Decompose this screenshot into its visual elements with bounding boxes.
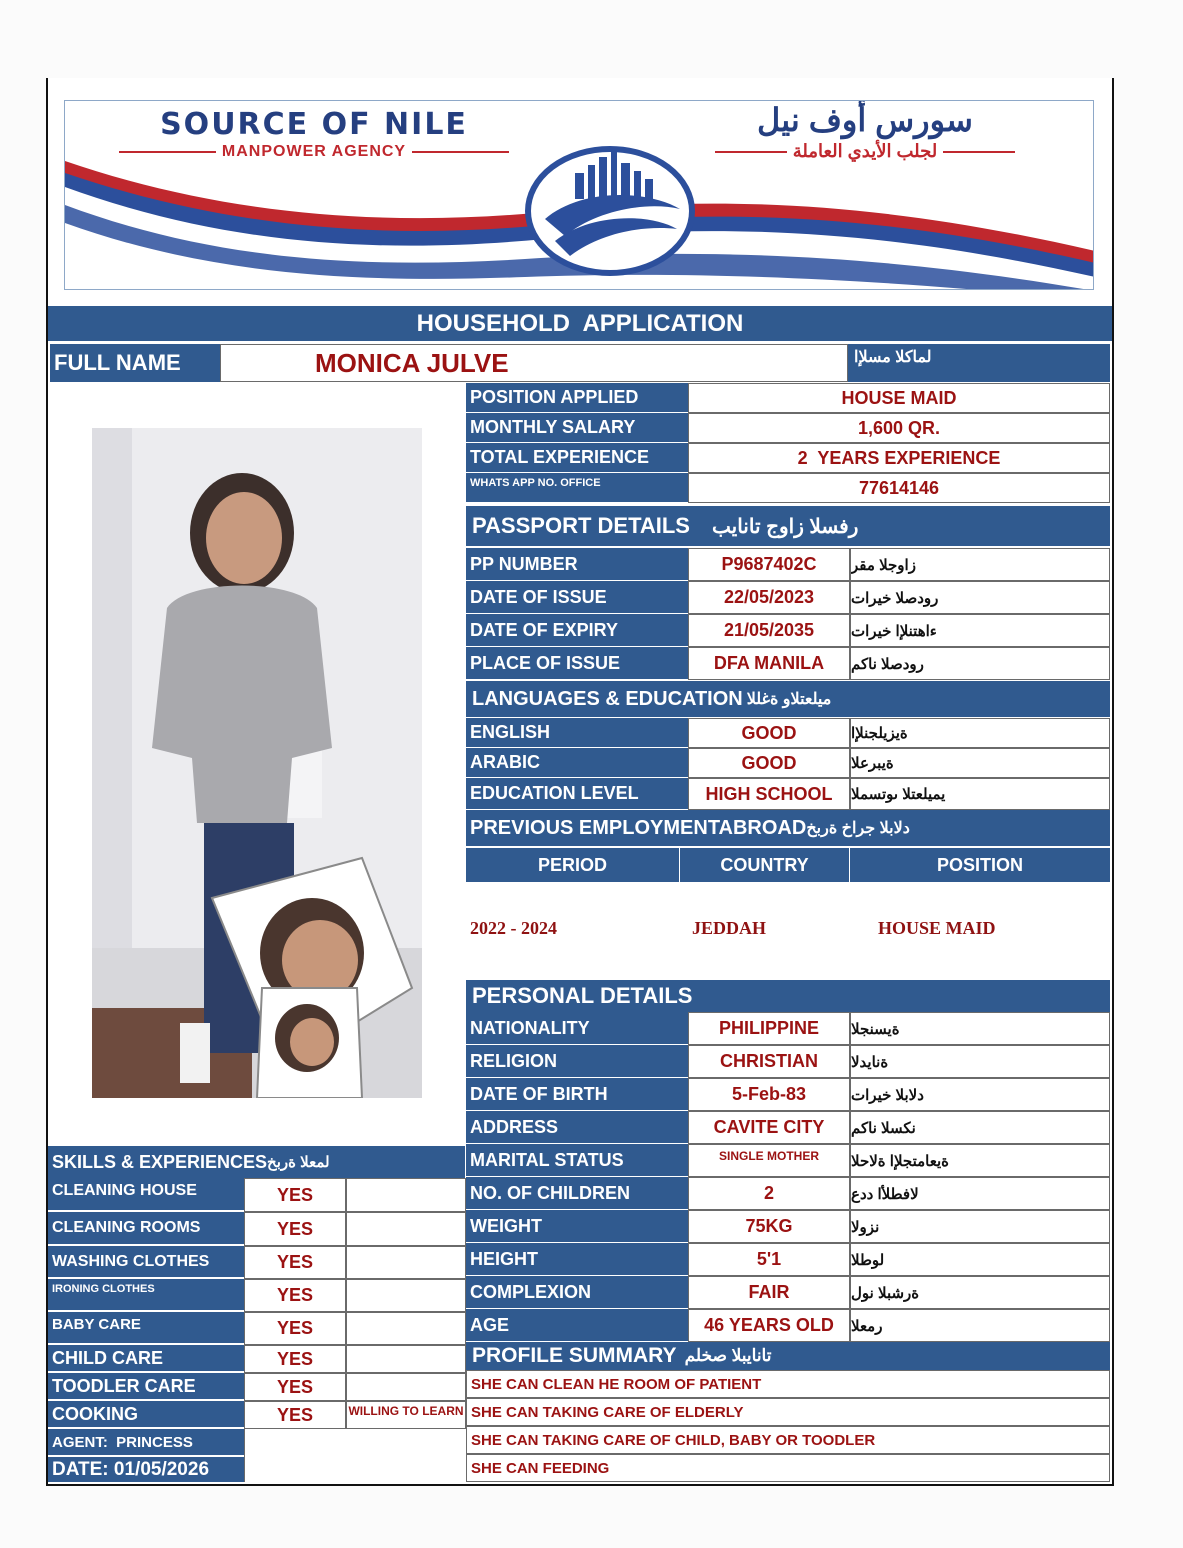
skill-cooking-value: YES [244,1401,346,1429]
skill-washing-clothes-value: YES [244,1246,346,1279]
skill-baby-care-note [346,1312,466,1345]
skill-baby-care-label: BABY CARE [48,1312,244,1345]
pp-number-label-ar: زاوجلا مقر [850,548,1110,581]
religion-label: RELIGION [466,1045,688,1078]
children-value: 2 [688,1177,850,1210]
pp-number-value: P9687402C [688,548,850,581]
date-of-expiry-label: DATE OF EXPIRY [466,614,688,647]
employment-position: HOUSE MAID [878,918,996,938]
age-label-ar: رمعلا [850,1309,1110,1342]
form-title: HOUSEHOLD APPLICATION [48,306,1112,342]
tagline-ar-text: لجلب الأيدي العاملة [792,141,938,161]
education-level-value: HIGH SCHOOL [688,778,850,810]
date-of-birth-label: DATE OF BIRTH [466,1078,688,1111]
weight-value: 75KG [688,1210,850,1243]
skill-child-care-label: CHILD CARE [48,1345,244,1373]
place-of-issue-value: DFA MANILA [688,647,850,680]
agent-label: AGENT: PRINCESS [48,1429,244,1457]
col-header-country: COUNTRY [680,848,850,882]
skill-cleaning-rooms-value: YES [244,1212,346,1246]
skill-cleaning-house-value: YES [244,1178,346,1212]
monthly-salary-label: MONTHLY SALARY [466,413,688,443]
age-label: AGE [466,1309,688,1342]
english-label: ENGLISH [466,718,688,748]
tagline-en-text: MANPOWER AGENCY [221,143,407,160]
education-level-label-ar: يميلعتلا ىوتسملا [850,778,1110,810]
weight-label-ar: نزولا [850,1210,1110,1243]
complexion-value: FAIR [688,1276,850,1309]
skill-cleaning-rooms-label: CLEANING ROOMS [48,1212,244,1246]
profile-summary-title: PROFILE SUMMARY [472,1344,677,1367]
previous-employment-header [466,810,1110,846]
brand-tagline-en [119,143,509,161]
english-value: GOOD [688,718,850,748]
skill-cleaning-house-label: CLEANING HOUSE [48,1178,244,1212]
height-label-ar: لوطلا [850,1243,1110,1276]
arabic-label-ar: ةيبرعلا [850,748,1110,778]
skill-ironing-clothes-value: YES [244,1279,346,1312]
personal-details-header: PERSONAL DETAILS [466,980,1110,1012]
whatsapp-office-value: 77614146 [688,473,1110,503]
full-name-label-ar: لماكلا مسلإا [848,344,1110,382]
age-value: 46 YEARS OLD [688,1309,850,1342]
languages-title-ar: ميلعتلاو ةغللا [746,691,832,708]
photo-illustration [92,428,422,1098]
full-name-label: FULL NAME [50,344,220,382]
skill-toodler-care-note [346,1373,466,1401]
nationality-label-ar: ةيسنجلا [850,1012,1110,1045]
col-header-position: POSITION [850,848,1110,882]
skill-child-care-value: YES [244,1345,346,1373]
address-label: ADDRESS [466,1111,688,1144]
profile-summary-item: SHE CAN FEEDING [466,1454,1110,1482]
skill-child-care-note [346,1345,466,1373]
brand-name-ar: سورس أوف نيل [757,102,973,138]
logo-banner [64,100,1094,290]
application-form [46,78,1114,1486]
arabic-value: GOOD [688,748,850,778]
date-of-expiry-label-ar: ءاهتنلإا خيرات [850,614,1110,647]
education-level-label: EDUCATION LEVEL [466,778,688,810]
arabic-label: ARABIC [466,748,688,778]
profile-summary-item: SHE CAN TAKING CARE OF CHILD, BABY OR TOODLER [466,1426,1110,1454]
place-of-issue-label: PLACE OF ISSUE [466,647,688,680]
religion-value: CHRISTIAN [688,1045,850,1078]
applicant-photo [92,428,422,1098]
address-value: CAVITE CITY [688,1111,850,1144]
address-label-ar: نكسلا ناكم [850,1111,1110,1144]
skill-toodler-care-label: TOODLER CARE [48,1373,244,1401]
previous-employment-title: PREVIOUS EMPLOYMENTABROAD [470,816,807,839]
children-label-ar: لافطلأا ددع [850,1177,1110,1210]
height-label: HEIGHT [466,1243,688,1276]
monthly-salary-value: 1,600 QR. [688,413,1110,443]
date-of-birth-value: 5-Feb-83 [688,1078,850,1111]
date-of-issue-value: 22/05/2023 [688,581,850,614]
profile-summary-item: SHE CAN TAKING CARE OF ELDERLY [466,1398,1110,1426]
skill-cleaning-house-note [346,1178,466,1212]
skill-ironing-clothes-label: IRONING CLOTHES [48,1279,244,1312]
skill-washing-clothes-label: WASHING CLOTHES [48,1246,244,1279]
weight-label: WEIGHT [466,1210,688,1243]
employment-period: 2022 - 2024 [470,918,557,938]
skills-title-ar: لمعلا ةربخ [267,1154,330,1171]
skill-cooking-label: COOKING [48,1401,244,1429]
pp-number-label: PP NUMBER [466,548,688,581]
skills-title: SKILLS & EXPERIENCES [52,1151,268,1172]
skill-washing-clothes-note [346,1246,466,1279]
english-label-ar: ةيزيلجنلإا [850,718,1110,748]
total-experience-label: TOTAL EXPERIENCE [466,443,688,473]
skill-cooking-note: WILLING TO LEARN [346,1401,466,1429]
col-header-period: PERIOD [466,848,680,882]
place-of-issue-label-ar: رودصلا ناكم [850,647,1110,680]
skill-toodler-care-value: YES [244,1373,346,1401]
employment-country: JEDDAH [692,918,767,938]
passport-section-header [466,506,1110,546]
marital-status-label-ar: ةيعامتجلإا ةلاحلا [850,1144,1110,1177]
nationality-label: NATIONALITY [466,1012,688,1045]
position-applied-label: POSITION APPLIED [466,383,688,413]
total-experience-value: 2 YEARS EXPERIENCE [688,443,1110,473]
form-date: DATE: 01/05/2026 [48,1457,244,1482]
passport-title-ar: رفسلا زاوج تانايب [711,515,859,538]
marital-status-value: SINGLE MOTHER [688,1144,850,1177]
skill-baby-care-value: YES [244,1312,346,1345]
children-label: NO. OF CHILDREN [466,1177,688,1210]
complexion-label: COMPLEXION [466,1276,688,1309]
profile-summary-header [466,1342,1110,1370]
skills-section-header [48,1146,466,1178]
languages-title: LANGUAGES & EDUCATION [472,687,743,710]
languages-section-header [466,681,1110,717]
skill-ironing-clothes-note [346,1279,466,1312]
religion-label-ar: ةنايدلا [850,1045,1110,1078]
nationality-value: PHILIPPINE [688,1012,850,1045]
date-of-expiry-value: 21/05/2035 [688,614,850,647]
marital-status-label: MARITAL STATUS [466,1144,688,1177]
height-value: 5'1 [688,1243,850,1276]
complexion-label-ar: ةرشبلا نول [850,1276,1110,1309]
brand-name-en: SOURCE OF NILE [160,107,468,142]
date-of-issue-label-ar: رودصلا خيرات [850,581,1110,614]
whatsapp-office-label: WHATS APP NO. OFFICE [466,473,688,503]
full-name-value: MONICA JULVE [220,344,848,382]
passport-title: PASSPORT DETAILS [472,513,690,538]
date-of-issue-label: DATE OF ISSUE [466,581,688,614]
date-of-birth-label-ar: دلابلا خيرات [850,1078,1110,1111]
skill-cleaning-rooms-note [346,1212,466,1246]
brand-tagline-ar [715,141,1015,162]
profile-summary-title-ar: تانايبلا صخلم [684,1346,772,1365]
position-applied-value: HOUSE MAID [688,383,1110,413]
previous-employment-title-ar: دلابلا جراخ ةربخ [806,820,910,837]
profile-summary-item: SHE CAN CLEAN HE ROOM OF PATIENT [466,1370,1110,1398]
agent-blank-cell [244,1429,466,1482]
